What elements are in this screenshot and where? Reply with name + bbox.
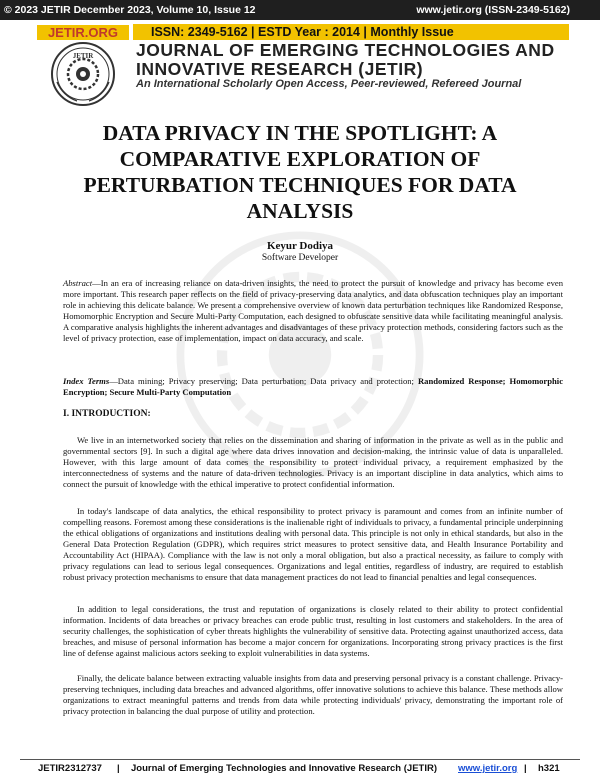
index-terms (63, 376, 563, 398)
index-terms-plain: —Data mining; Privacy preserving; Data perturbation; Data privacy and protection; (109, 376, 418, 386)
section-heading-introduction: I. INTRODUCTION: (63, 409, 151, 419)
title-line-4: ANALYSIS (246, 199, 354, 223)
footer-separator-2: | (524, 763, 527, 774)
title-line-1: DATA PRIVACY IN THE SPOTLIGHT: A (102, 121, 498, 145)
header-copyright: © 2023 JETIR December 2023, Volume 10, Issue 12 (4, 4, 256, 16)
footer-separator: | (117, 763, 120, 774)
abstract (63, 278, 563, 344)
journal-tagline: An International Scholarly Open Access, Peer-reviewed, Refereed Journal (136, 78, 522, 90)
intro-paragraph-2: In today's landscape of data analytics, the ethical responsibility to protect privacy is paramount and comes from an infinite number of compelling reasons. Foremost among these considerations is the inalienable right of individuals to privacy, a fundamental principle underpinning the ethical obligations of organizations and institutions dealing with personal data. This principle is not only in ethical standards, but also in the General Data Protection Regulation (GDPR), which requires strict measures to protect sensitive data, and Health Insurance Portability and Accountability Act (HIPAA). Compliance with the law is not only a moral obligation, but also a practical necessity, as failure to comply with privacy regulations can lead to serious legal consequences. Organizations and legal entities, regardless of industry, are required to establish robust privacy protection mechanisms to ensure that data management practices do not lead to financial penalties and legal consequences. (63, 506, 563, 582)
intro-paragraph-3: In addition to legal considerations, the trust and reputation of organizations is closely related to their ability to protect confidential information. Incidents of data breaches or privacy breaches can erode public trust, resulting in lost customers and stakeholders. In the area of security challenges, the sophistication of cyber threats highlights the vulnerability of sensitive data. Protecting against unauthorized access, data breaches, and misuse of personal information has become a major concern for organizations. Incorporating strong privacy practices is the first line of defense against malicious actors seeking to exploit vulnerabilities in data systems. (63, 604, 563, 658)
title-line-3: PERTURBATION TECHNIQUES FOR DATA (83, 173, 517, 197)
intro-paragraph-1: We live in an internetworked society that relies on the dissemination and sharing of information in the private as well as in the public and governmental sectors [9]. In such a digital age where data drives innovation and decision-making, the intrinsic value of data is unparalleled. However, with this large amount of data comes the responsibility to protect individual privacy, a requirement emphasized by the interconnectedness of systems and the nature of data-driven technologies. Privacy is an important discipline in data analytics, which aims to connect the pursuit of knowledge with the ethical imperative to protect confidential information. (63, 435, 563, 489)
footer-rule (20, 759, 580, 760)
index-terms-bold: Randomized Response; Homomorphic Encryption; Secure Multi-Party Computation (63, 376, 564, 397)
paper-title (40, 120, 560, 224)
footer-page-number: h321 (538, 763, 560, 774)
footer-website-link[interactable]: www.jetir.org (458, 763, 518, 774)
author-affiliation: Software Developer (261, 253, 339, 263)
journal-name-line-2: INNOVATIVE RESEARCH (JETIR) (136, 59, 424, 79)
logo-label: JETIR.ORG (37, 25, 129, 40)
title-line-2: COMPARATIVE EXPLORATION OF (119, 147, 481, 171)
abstract-text: —In an era of increasing reliance on data-driven insights, the need to protect the pursuit of knowledge and privacy has become even more important. This research paper reflects on the field of privacy-preserving data analytics, and data obfuscation techniques play an important role in achieving this delicate balance. We present a comprehensive overview of known data perturbation techniques like Randomized Response, Homomorphic Encryption and Secure Multi-Party Computation, each designed to obfuscate sensitive data while facilitating meaningful analysis. A comparative analysis highlights the inherent advantages and disadvantages of these privacy protection methods, considering factors such as the level of privacy protection, ease of implementation, impact on data accuracy, and scale. (63, 278, 563, 343)
abstract-label: Abstract (63, 278, 93, 288)
journal-name (136, 41, 576, 79)
logo-emblem-icon (37, 22, 133, 108)
header-website: www.jetir.org (ISSN-2349-5162) (416, 4, 570, 16)
logo-ring-text: JETIR (72, 52, 94, 60)
page-footer (0, 759, 600, 776)
issn-banner: ISSN: 2349-5162 | ESTD Year : 2014 | Monthly Issue (133, 24, 569, 40)
jetir-logo (37, 22, 133, 108)
author-name: Keyur Dodiya (266, 240, 334, 252)
top-header-bar (0, 0, 600, 20)
index-terms-label: Index Terms (63, 376, 110, 386)
footer-journal: Journal of Emerging Technologies and Innovative Research (JETIR) (131, 763, 437, 774)
footer-paper-id: JETIR2312737 (38, 763, 102, 774)
intro-paragraph-4: Finally, the delicate balance between extracting valuable insights from data and preserving personal privacy is a constant challenge. Privacy-preserving techniques, including data breaches and advanced algorithms, offer innovative solutions to achieve this balance. These methods allow organizations to extract meaningful patterns and trends from data while protecting individuals' privacy, demonstrating the important role of privacy protection in balancing the dual purpose of utility and protection. (63, 673, 563, 716)
journal-name-line-1: JOURNAL OF EMERGING TECHNOLOGIES AND (136, 40, 555, 60)
